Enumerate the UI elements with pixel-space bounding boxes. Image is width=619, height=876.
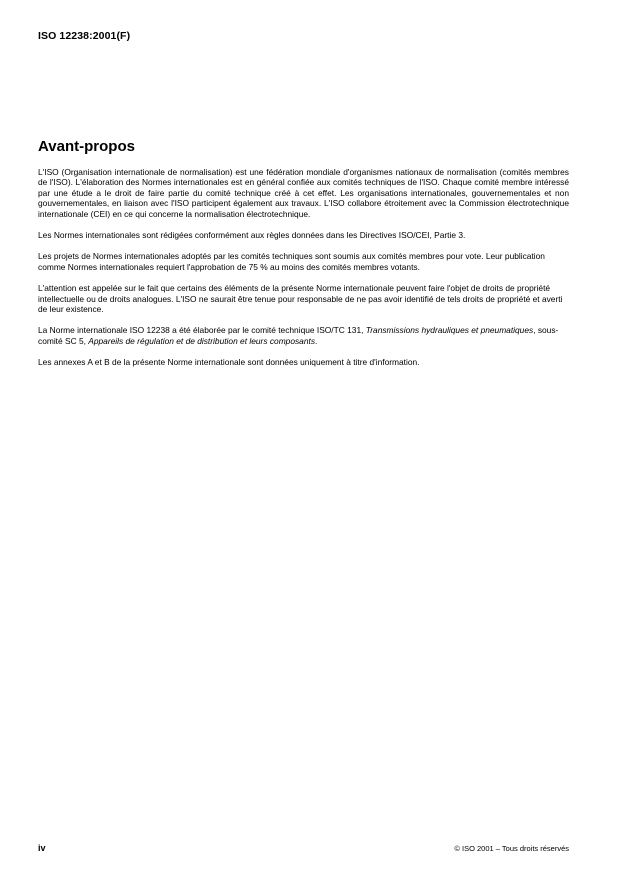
paragraph-iso-organisation: L'ISO (Organisation internationale de normalisation) est une fédération mondiale d'organismes nationaux de normalisation (comités membres de l'ISO). L'élaboration des Normes internationales est en général confiée aux comités techniques de l'ISO. Chaque comité membre intéressé par une étude a le droit de faire partie du comité technique créé à cet effet. Les organisations internationales, gouvernementales et non gouvernementales, en liaison avec l'ISO participent également aux travaux. L'ISO collabore étroitement avec la Commission électrotechnique internationale (CEI) en ce qui concerne la normalisation électrotechnique. xyxy=(38,167,569,219)
paragraph-annexes: Les annexes A et B de la présente Norme internationale sont données uniquement à titre d'information. xyxy=(38,357,420,368)
p5-subcommittee-title: Appareils de régulation et de distribution et leurs composants xyxy=(88,335,316,346)
page-number: iv xyxy=(38,843,46,853)
copyright-notice: © ISO 2001 – Tous droits réservés xyxy=(454,844,569,853)
paragraph-drafting-rules: Les Normes internationales sont rédigées conformément aux règles données dans les Directives ISO/CEI, Partie 3. xyxy=(38,230,466,241)
paragraph-patent-rights: L'attention est appelée sur le fait que certains des éléments de la présente Norme internationale peuvent faire l'objet de droits de propriété intellectuelle ou de droits analogues. L'ISO ne saurait être tenue pour responsable de ne pas avoir identifié de tels droits de propriété et averti de leur existence. xyxy=(38,283,563,315)
paragraph-committee-preparation xyxy=(38,325,569,346)
document-identifier: ISO 12238:2001(F) xyxy=(38,30,131,42)
p5-text-3: . xyxy=(315,335,318,346)
p5-text-1: La Norme internationale ISO 12238 a été élaborée par le comité technique ISO/TC 131, xyxy=(38,325,366,336)
p5-committee-title: Transmissions hydrauliques et pneumatiques xyxy=(365,325,534,336)
paragraph-draft-voting: Les projets de Normes internationales adoptés par les comités techniques sont soumis aux comités membres pour vote. Leur publication comme Normes internationales requiert l'approbation de 75 % au moins des comités membres votants. xyxy=(38,251,545,272)
section-title: Avant-propos xyxy=(38,138,135,155)
p5-text-2: , sous-comité SC 5, xyxy=(38,325,559,346)
foreword-body xyxy=(38,167,569,379)
